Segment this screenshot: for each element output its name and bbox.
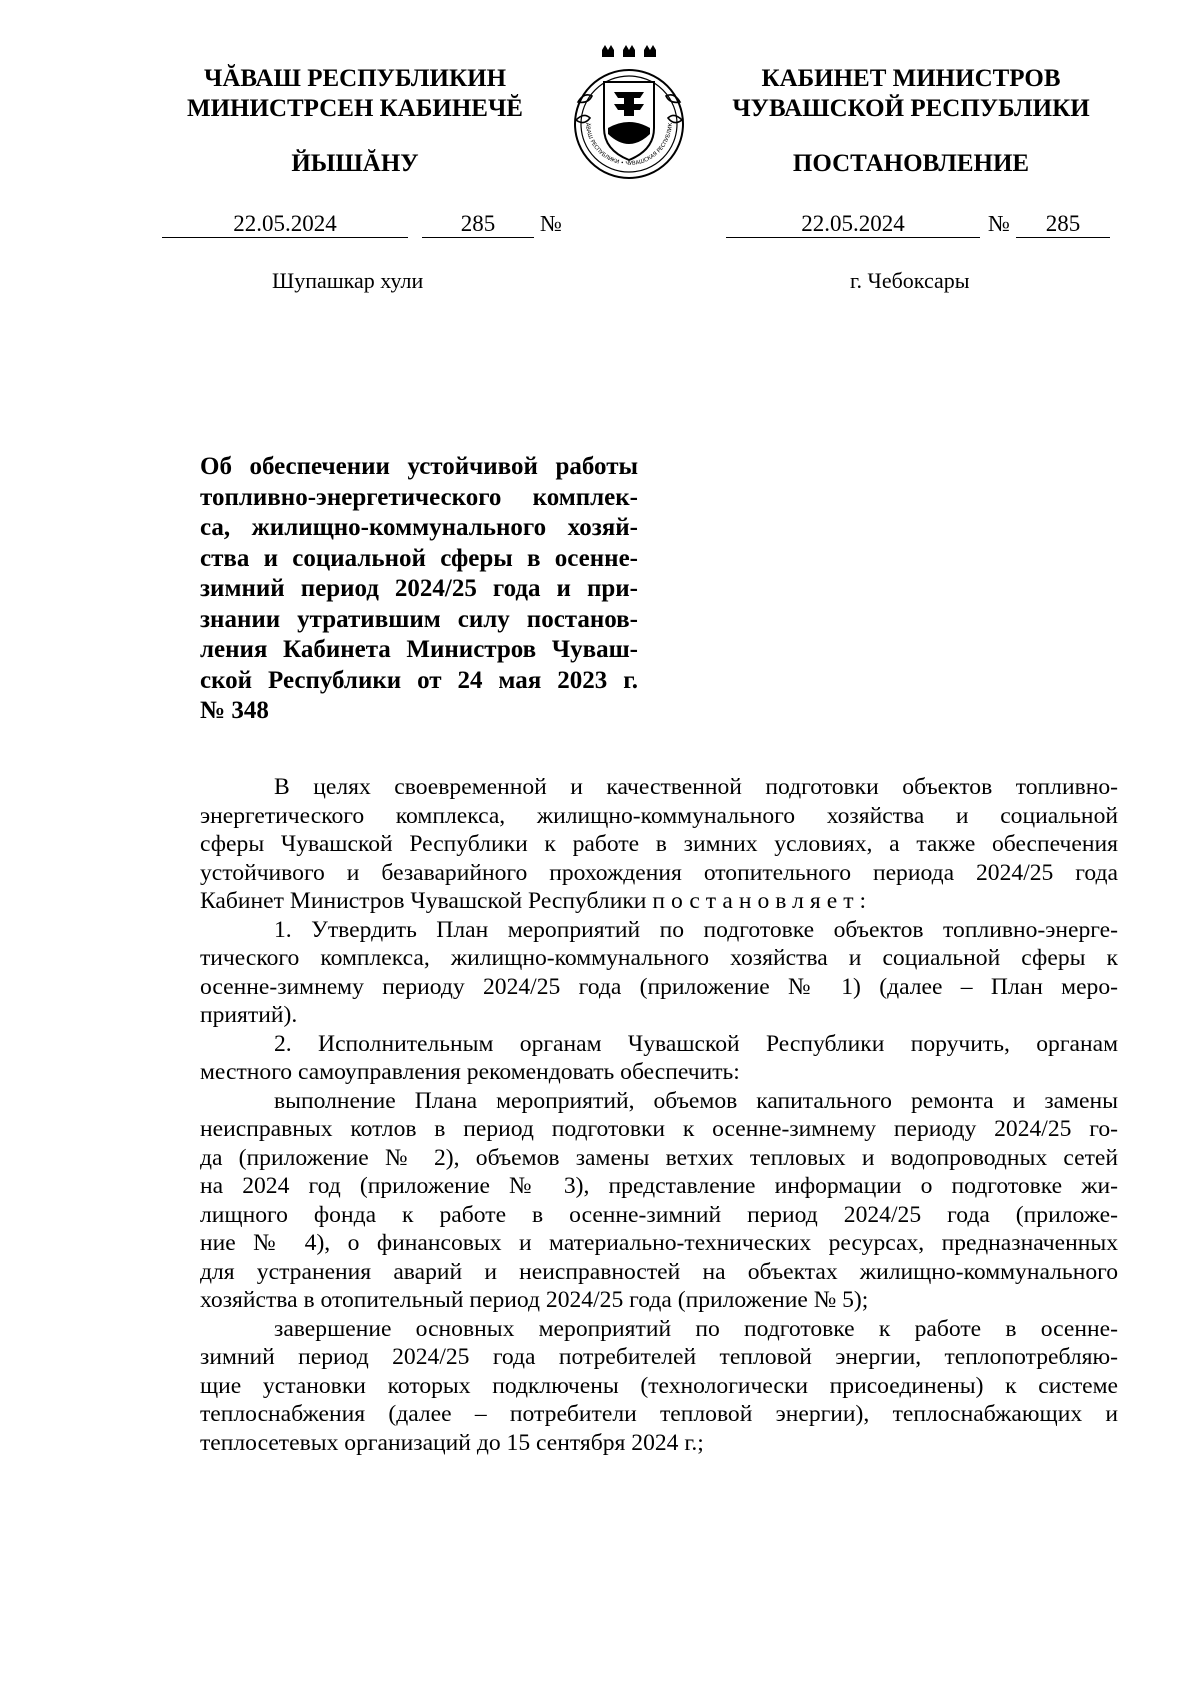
title-line: ства и социальной сферы в осенне- [200, 544, 638, 572]
body-line-text: щие установки которых подключены (технологически присоединены) к системе [200, 1372, 1118, 1399]
body-line-text: да (приложение № 2), объемов замены ветхих тепловых и водопроводных сетей [200, 1144, 1118, 1171]
body-line-text: тического комплекса, жилищно-коммунального хозяйства и социальной сферы к [200, 945, 1118, 971]
body-line-text: Кабинет Министров Чувашской Республики [200, 888, 653, 914]
title-line: зимний период 2024/25 года и при- [200, 575, 638, 602]
body-line-text: завершение основных мероприятий по подготовке к работе в осенне- [274, 1315, 1118, 1342]
body-line-text: ние № 4), о финансовых и материально-технических ресурсах, предназначенных [200, 1230, 1118, 1256]
title-line: ления Кабинета Министров Чуваш- [200, 636, 638, 663]
left-number-sign: № [540, 211, 562, 236]
right-header-line-1: КАБИНЕТ МИНИСТРОВ [761, 65, 1061, 92]
left-doc-type: ЙЫШĂНУ [291, 150, 419, 177]
left-number-field: 285 [422, 210, 534, 238]
body-line [200, 1429, 1118, 1458]
body-line [200, 1144, 1118, 1173]
left-header-line-2: МИНИСТРСЕН КАБИНЕЧĔ [187, 95, 523, 122]
body-line-text: зимний период 2024/25 года потребителей тепловой энергии, теплопотребляю- [200, 1344, 1118, 1370]
right-date-field: 22.05.2024 [726, 210, 980, 238]
right-header-title [706, 64, 1116, 124]
document-title [200, 452, 638, 727]
title-line: знании утратившим силу постанов- [200, 605, 638, 633]
body-line-text: В целях своевременной и качественной подготовки объектов топливно- [274, 774, 1118, 800]
body-line-spaced-text: постановляет: [652, 888, 873, 914]
body-line-text: для устранения аварий и неисправностей на объектах жилищно-коммунального [200, 1258, 1118, 1285]
body-line [200, 1030, 1118, 1059]
body-line [200, 1315, 1118, 1344]
body-line [200, 1087, 1118, 1116]
emblem-ring-text: ĂВАШ РЕСПУБЛИКИ • ЧУВАШСКАЯ РЕСПУБЛИК [583, 122, 675, 168]
left-header-line-1: ЧĂВАШ РЕСПУБЛИКИН [203, 65, 507, 92]
body-line-text: неисправных котлов в период подготовки к осенне-зимнему периоду 2024/25 го- [200, 1116, 1118, 1142]
body-line [200, 1229, 1118, 1258]
body-line [200, 1400, 1118, 1429]
body-line-text: приятий). [200, 1002, 298, 1028]
body-line [200, 887, 1118, 916]
body-line-text: устойчивого и безаварийного прохождения отопительного периода 2024/25 года [200, 859, 1118, 886]
body-line-text: теплосетевых организаций до 15 сентября 2024 г.; [200, 1429, 704, 1456]
body-line [200, 1201, 1118, 1230]
body-line [200, 830, 1118, 859]
title-line: Об обеспечении устойчивой работы [200, 453, 638, 480]
title-line: № 348 [200, 697, 269, 724]
left-header-title [150, 64, 560, 124]
left-date-field: 22.05.2024 [162, 210, 408, 238]
body-line [200, 802, 1118, 831]
right-doc-type: ПОСТАНОВЛЕНИЕ [792, 150, 1030, 177]
body-line [200, 916, 1118, 945]
body-line-text: на 2024 год (приложение № 3), представление информации о подготовке жи- [200, 1173, 1118, 1199]
body-line [200, 944, 1118, 973]
body-line-text: осенне-зимнему периоду 2024/25 года (приложение № 1) (далее – План меро- [200, 973, 1118, 1000]
body-line [200, 1115, 1118, 1144]
right-registration-line [726, 210, 1126, 240]
title-line: топливно-энергетического комплек- [200, 483, 638, 511]
chuvash-emblem-icon [568, 42, 690, 190]
title-line: ской Республики от 24 мая 2023 г. [200, 666, 638, 694]
body-line-text: 2. Исполнительным органам Чувашской Республики поручить, органам [274, 1030, 1118, 1057]
body-line [200, 1172, 1118, 1201]
body-line [200, 773, 1118, 802]
body-line-text: выполнение Плана мероприятий, объемов капитального ремонта и замены [274, 1087, 1118, 1114]
body-line-text: местного самоуправления рекомендовать обеспечить: [200, 1059, 740, 1085]
title-line: са, жилищно-коммунального хозяй- [200, 514, 638, 541]
document-body [200, 773, 1118, 1457]
body-line [200, 859, 1118, 888]
body-line-text: сферы Чувашской Республики к работе в зимних условиях, а также обеспечения [200, 831, 1118, 857]
body-line-text: энергетического комплекса, жилищно-коммунального хозяйства и социальной [200, 802, 1118, 829]
right-header-line-2: ЧУВАШСКОЙ РЕСПУБЛИКИ [732, 95, 1090, 122]
right-place: г. Чебоксары [850, 268, 970, 293]
body-line-text: хозяйства в отопительный период 2024/25 года (приложение № 5); [200, 1287, 869, 1313]
body-line-text: теплоснабжения (далее – потребители тепловой энергии), теплоснабжающих и [200, 1401, 1118, 1427]
body-line [200, 1372, 1118, 1401]
left-registration-line [162, 210, 562, 240]
body-line [200, 1258, 1118, 1287]
body-line [200, 1058, 1118, 1087]
body-line [200, 973, 1118, 1002]
body-line [200, 1001, 1118, 1030]
body-line [200, 1286, 1118, 1315]
left-place: Шупашкар хули [272, 268, 424, 293]
body-line-text: лищного фонда к работе в осенне-зимний период 2024/25 года (приложе- [200, 1201, 1118, 1228]
right-number-field: 285 [1016, 210, 1110, 238]
body-line [200, 1343, 1118, 1372]
body-line-text: 1. Утвердить План мероприятий по подготовке объектов топливно-энерге- [274, 916, 1118, 943]
right-number-sign: № [988, 211, 1010, 236]
